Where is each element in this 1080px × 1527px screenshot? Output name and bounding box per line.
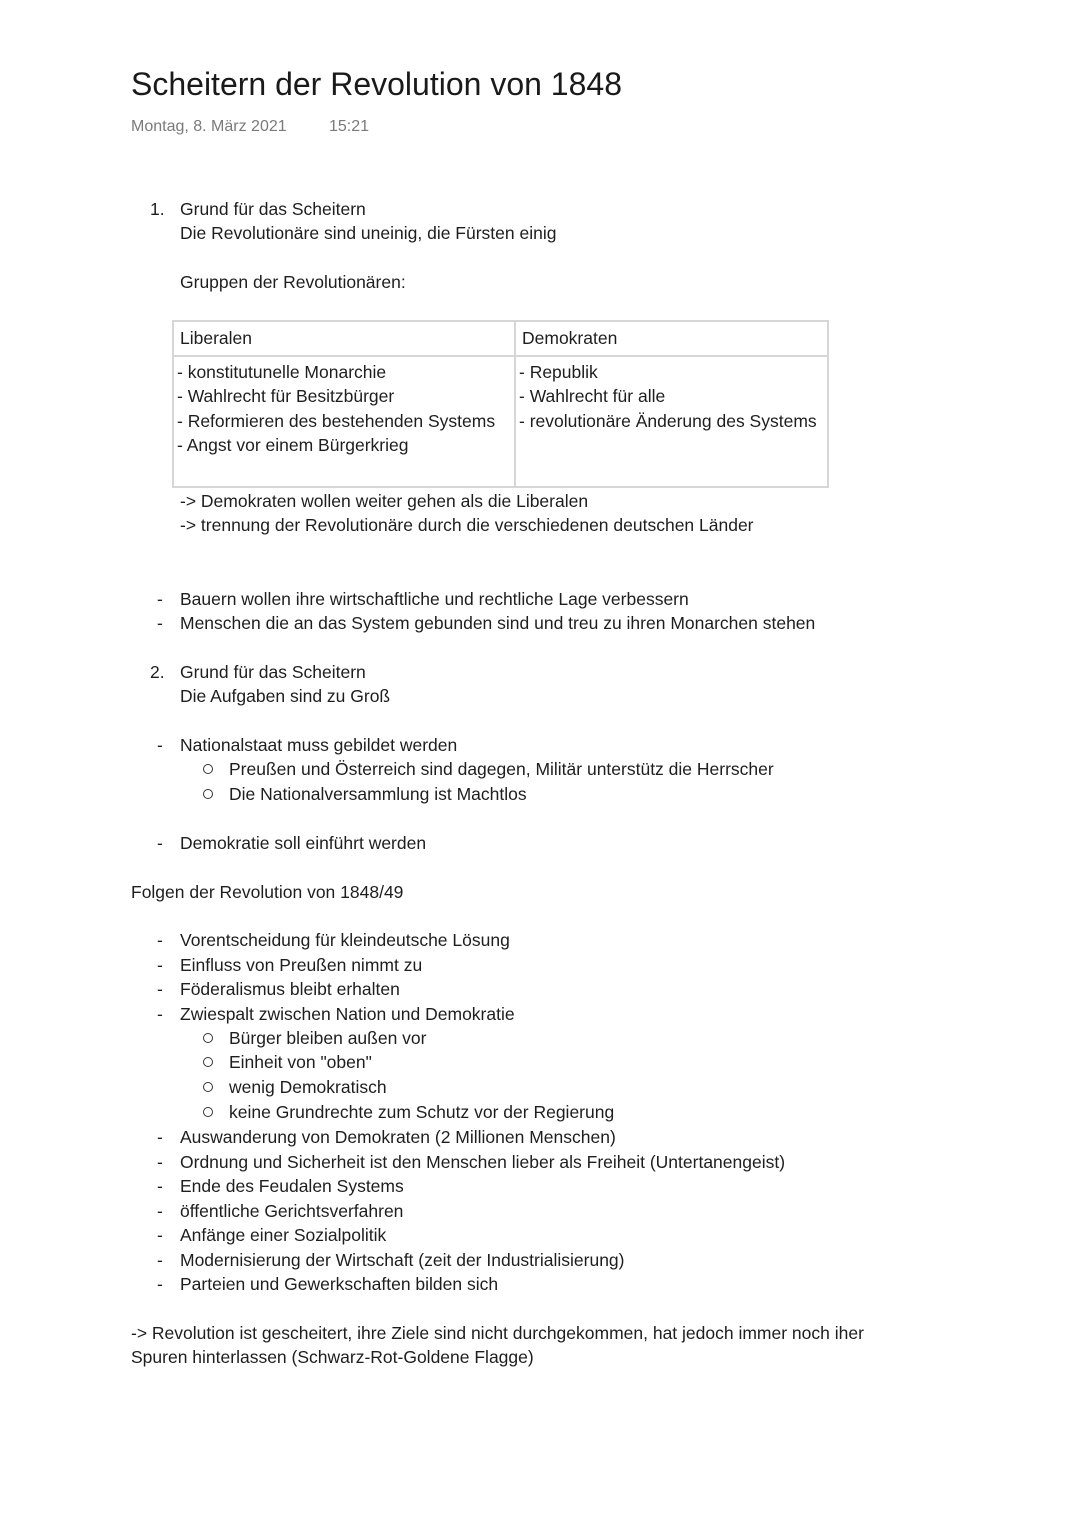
note-date: Montag, 8. März 2021 (131, 118, 287, 135)
table-cell-liberalen (173, 356, 515, 487)
bullet-dash: - (157, 613, 163, 633)
bullet-item: Modernisierung der Wirtschaft (zeit der Industrialisierung) (180, 1250, 625, 1270)
bullet-item: Anfänge einer Sozialpolitik (180, 1225, 387, 1245)
liberalen-item: - konstitutunelle Monarchie (177, 361, 387, 382)
bullet-dash: - (157, 1201, 163, 1221)
demokraten-item: - revolutionäre Änderung des Systems (519, 410, 817, 431)
sub-bullet-item: wenig Demokratisch (229, 1077, 387, 1097)
sub-bullet-item: Die Nationalversammlung ist Machtlos (229, 784, 527, 804)
bullet-item: Parteien und Gewerkschaften bilden sich (180, 1274, 499, 1294)
bullet-item: Menschen die an das System gebunden sind und treu zu ihren Monarchen stehen (180, 613, 816, 633)
bullet-item: Ende des Feudalen Systems (180, 1176, 404, 1196)
arrow-note: -> Demokraten wollen weiter gehen als die Liberalen (180, 491, 589, 511)
bullet-item: Ordnung und Sicherheit ist den Menschen lieber als Freiheit (Untertanengeist) (180, 1152, 786, 1172)
bullet-item: Einfluss von Preußen nimmt zu (180, 955, 423, 975)
liberalen-item: - Angst vor einem Bürgerkrieg (177, 435, 409, 455)
bullet-item: Demokratie soll einführt werden (180, 833, 427, 853)
circle-bullet-icon (203, 789, 213, 799)
section2-text: Die Aufgaben sind zu Groß (180, 686, 391, 706)
section2-number: 2. (150, 662, 165, 682)
sub-bullet-item: keine Grundrechte zum Schutz vor der Regierung (229, 1102, 615, 1122)
table-cell-demokraten (515, 356, 828, 487)
sub-bullet-item: Einheit von "oben" (229, 1052, 372, 1072)
circle-bullet-icon (203, 764, 213, 774)
bullet-dash: - (157, 1274, 163, 1294)
bullet-item: Nationalstaat muss gebildet werden (180, 735, 458, 755)
bullet-dash: - (157, 1152, 163, 1172)
arrow-note: -> trennung der Revolutionäre durch die verschiedenen deutschen Länder (180, 515, 754, 535)
bullet-item: Auswanderung von Demokraten (2 Millionen Menschen) (180, 1127, 616, 1147)
section1-text: Die Revolutionäre sind uneinig, die Fürsten einig (180, 223, 557, 243)
page-title: Scheitern der Revolution von 1848 (131, 66, 622, 102)
folgen-heading: Folgen der Revolution von 1848/49 (131, 882, 404, 902)
section1-number: 1. (150, 199, 165, 219)
bullet-dash: - (157, 1250, 163, 1270)
groups-table (172, 320, 829, 488)
bullet-item: Bauern wollen ihre wirtschaftliche und rechtliche Lage verbessern (180, 589, 689, 609)
bullet-dash: - (157, 979, 163, 999)
circle-bullet-icon (203, 1107, 213, 1117)
groups-label: Gruppen der Revolutionären: (180, 272, 406, 292)
bullet-dash: - (157, 589, 163, 609)
circle-bullet-icon (203, 1033, 213, 1043)
bullet-item: Zwiespalt zwischen Nation und Demokratie (180, 1004, 515, 1024)
sub-bullet-item: Preußen und Österreich sind dagegen, Militär unterstütz die Herrscher (229, 759, 774, 779)
table-header-demokraten: Demokraten (515, 321, 828, 356)
table-header-liberalen: Liberalen (173, 321, 515, 356)
section2-heading: Grund für das Scheitern (180, 662, 366, 682)
circle-bullet-icon (203, 1082, 213, 1092)
sub-bullet-item: Bürger bleiben außen vor (229, 1028, 427, 1048)
conclusion-line: -> Revolution ist gescheitert, ihre Ziele sind nicht durchgekommen, hat jedoch immer noch iher (131, 1323, 864, 1343)
conclusion-line: Spuren hinterlassen (Schwarz-Rot-Goldene Flagge) (131, 1347, 534, 1367)
bullet-item: Föderalismus bleibt erhalten (180, 979, 400, 999)
section1-heading: Grund für das Scheitern (180, 199, 366, 219)
liberalen-item: - Reformieren des bestehenden Systems (177, 410, 496, 431)
demokraten-item: - Republik (519, 361, 598, 382)
bullet-dash: - (157, 1127, 163, 1147)
circle-bullet-icon (203, 1057, 213, 1067)
bullet-item: Vorentscheidung für kleindeutsche Lösung (180, 930, 510, 950)
bullet-dash: - (157, 955, 163, 975)
bullet-dash: - (157, 1004, 163, 1024)
bullet-dash: - (157, 930, 163, 950)
bullet-item: öffentliche Gerichtsverfahren (180, 1201, 404, 1221)
note-time: 15:21 (329, 118, 370, 135)
bullet-dash: - (157, 735, 163, 755)
bullet-dash: - (157, 833, 163, 853)
bullet-dash: - (157, 1225, 163, 1245)
bullet-dash: - (157, 1176, 163, 1196)
demokraten-item: - Wahlrecht für alle (519, 386, 666, 406)
liberalen-item: - Wahlrecht für Besitzbürger (177, 386, 395, 406)
